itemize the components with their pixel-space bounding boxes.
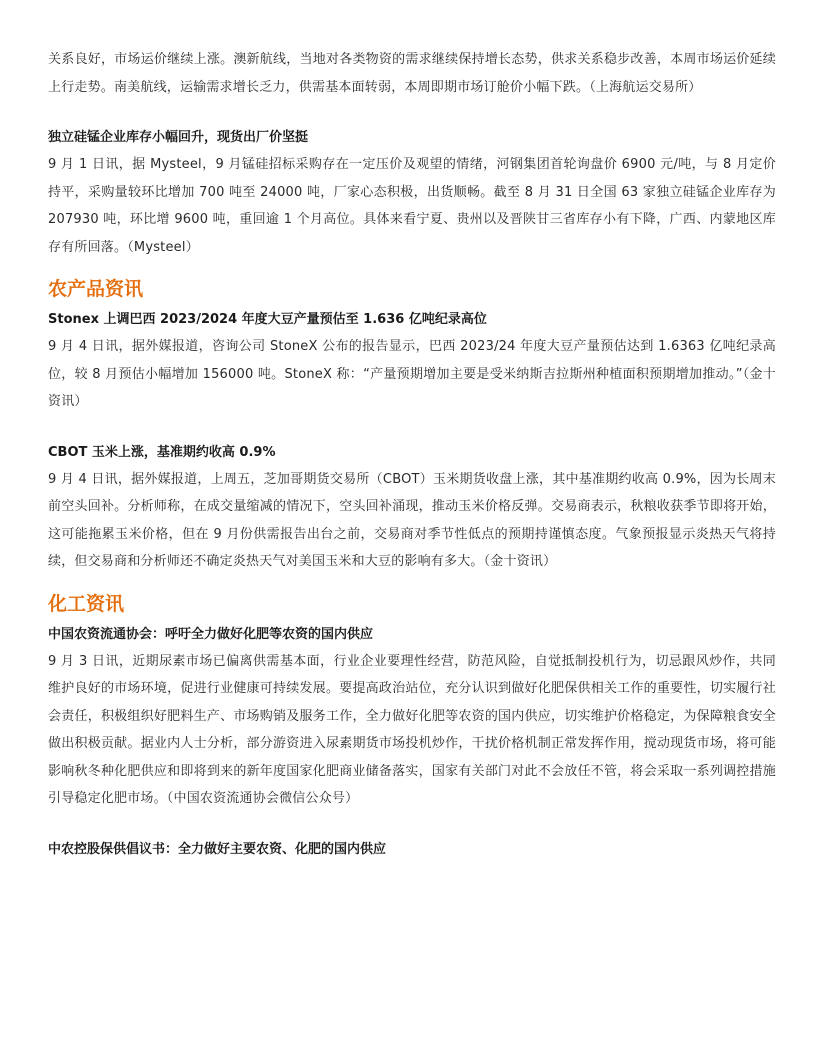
news-headline-silicon-manganese: 独立硅锰企业库存小幅回升，现货出厂价坚挺 — [48, 130, 309, 145]
news-body-fertilizer-supply: 9 月 3 日讯，近期尿素市场已偏离供需基本面，行业企业要理性经营，防范风险，自觉抵制投机行为，切忌跟风炒作，共同维护良好的市场环境，促进行业健康可持续发展。要提高政治站位，充分认识到做好化肥保供相关工作的重要性，切实履行社会责任，积极组织好肥料生产、市场购销及服务工作，全力做好化肥等农资的国内供应，切实维护价格稳定，为保障粮食安全做出积极贡献。据业内人士分析，部分游资进入尿素期货市场投机炒作，干扰价格机制正常发挥作用，搅动现货市场，将可能影响秋冬种化肥供应和即将到来的新年度国家化肥商业储备落实，国家有关部门对此不会放任不管，将会采取一系列调控措施引导稳定化肥市场。（中国农资流通协会微信公众号） — [48, 653, 776, 806]
section-title-agriculture: 农产品资讯 — [48, 278, 144, 300]
news-headline-cbot-corn: CBOT 玉米上涨，基准期约收高 0.9% — [48, 444, 276, 460]
news-body-cbot-corn: 9 月 4 日讯，据外媒报道，上周五，芝加哥期货交易所（CBOT）玉米期货收盘上涨，其中基准期约收高 0.9%，因为长周末前空头回补。分析师称，在成交量缩减的情况下，空头回补涌现，推动玉米价格反弹。交易商表示，秋粮收获季节即将开始，这可能拖累玉米价格，但在 9 月份供需报告出台之前，交易商对季节性低点的预期持谨慎态度。气象预报显示炎热天气将持续，但交易商和分析师还不确定炎热天气对美国玉米和大豆的影响有多大。（金十资讯） — [48, 471, 776, 569]
intro-paragraph: 关系良好，市场运价继续上涨。澳新航线，当地对各类物资的需求继续保持增长态势，供求关系稳步改善，本周市场运价延续上行走势。南美航线，运输需求增长乏力，供需基本面转弱，本周即期市场订舱价小幅下跌。（上海航运交易所） — [48, 52, 776, 95]
news-body-silicon-manganese: 9 月 1 日讯，据 Mysteel，9 月锰硅招标采购存在一定压价及观望的情绪，河钢集团首轮询盘价 6900 元/吨，与 8 月定价持平，采购量较环比增加 700 吨至 24000 吨，厂家心态积极，出货顺畅。截至 8 月 31 日全国 63 家独立硅锰企业库存为 207930 吨，环比增 9600 吨，重回逾 1 个月高位。具体来看宁夏、贵州以及晋陕甘三省库存小有下降，广西、内蒙地区库存有所回落。（Mysteel） — [48, 157, 776, 255]
news-body-soybean: 9 月 4 日讯，据外媒报道，咨询公司 StoneX 公布的报告显示，巴西 2023/24 年度大豆产量预估达到 1.6363 亿吨纪录高位，较 8 月预估小幅增加 156000 吨。StoneX 称：“产量预期增加主要是受米纳斯吉拉斯州种植面积预期增加推动。”（金十资讯） — [48, 339, 776, 409]
news-headline-sinoagri-initiative: 中农控股保供倡议书：全力做好主要农资、化肥的国内供应 — [48, 841, 387, 857]
section-title-chemicals: 化工资讯 — [48, 592, 125, 615]
news-headline-fertilizer-supply: 中国农资流通协会：呼吁全力做好化肥等农资的国内供应 — [48, 626, 374, 642]
document-page — [48, 46, 776, 861]
news-headline-soybean: Stonex 上调巴西 2023/2024 年度大豆产量预估至 1.636 亿吨纪录高位 — [48, 312, 487, 327]
